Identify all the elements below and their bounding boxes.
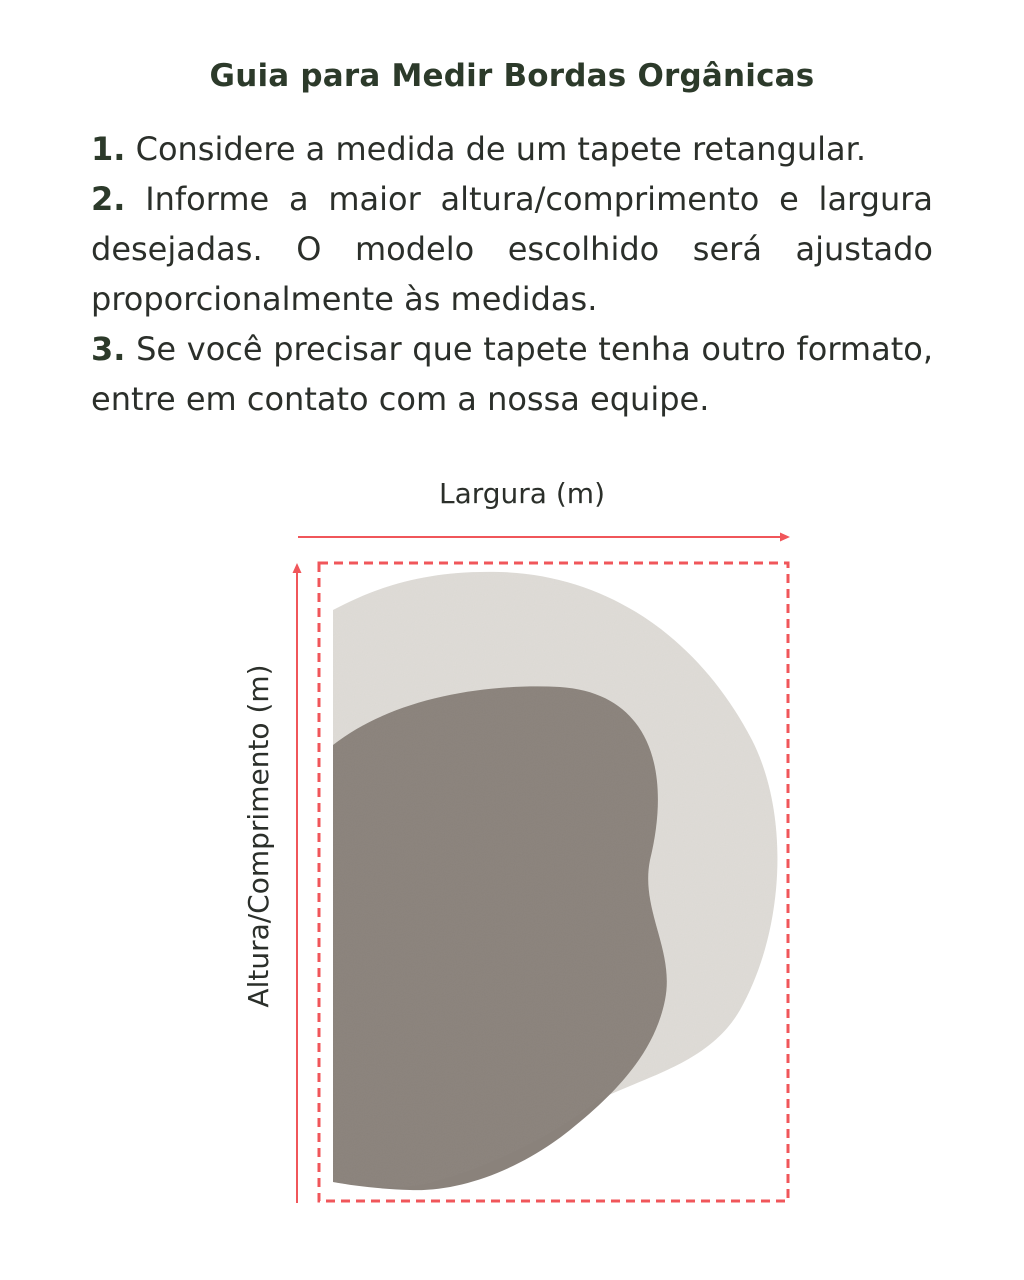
step-text: Considere a medida de um tapete retangular. <box>135 130 867 168</box>
step-text: Se você precisar que tapete tenha outro formato, entre em contato com a nossa equipe. <box>91 330 933 418</box>
page-title: Guia para Medir Bordas Orgânicas <box>209 58 815 94</box>
step-text: Informe a maior altura/comprimento e largura desejadas. O modelo escolhido será ajustado proporcionalmente às medidas. <box>91 180 934 318</box>
height-arrow <box>293 563 302 1203</box>
width-label: Largura (m) <box>439 477 605 510</box>
rug-texture <box>333 572 777 1188</box>
step-number: 1. <box>91 130 126 168</box>
height-label: Altura/Comprimento (m) <box>242 664 275 1008</box>
step-number: 2. <box>91 180 126 218</box>
width-arrow <box>298 533 790 542</box>
step-number: 3. <box>91 330 126 368</box>
